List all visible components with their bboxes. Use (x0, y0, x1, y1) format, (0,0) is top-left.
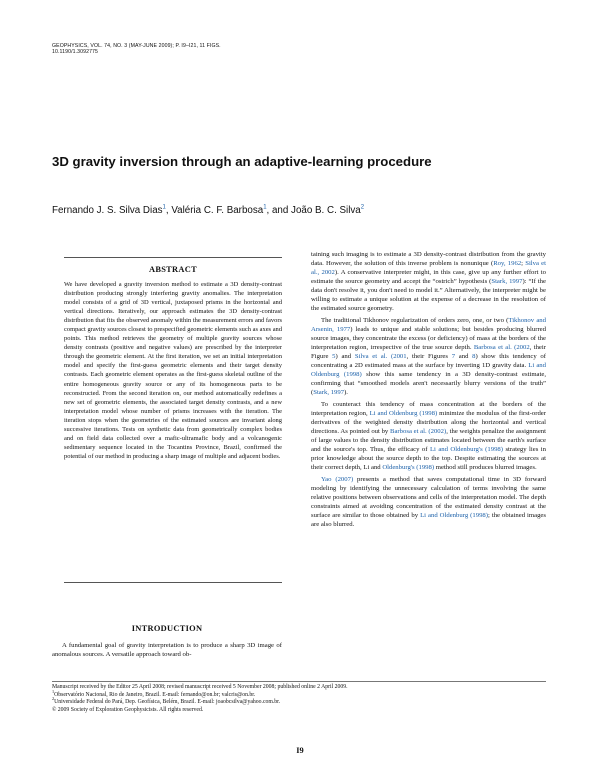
abstract-heading: ABSTRACT (148, 265, 197, 274)
text-run: ) show this tendency of concentrating a 2D estimated mass at the surface by inverting 1D gravity data. (311, 353, 546, 370)
affiliation-marker: 1 (52, 688, 55, 694)
citation-link[interactable]: Li and Oldenburg (1998) (420, 511, 488, 519)
text-run: ). A conservative interpreter might, in this case, give up any further effort to estimate the source geometry and accept the “ostrich” hypothesis ( (311, 269, 547, 286)
text-run: method still produces blurred images. (434, 464, 537, 472)
author-name: Fernando J. S. Silva Dias (52, 205, 163, 216)
citation-link[interactable]: Barbosa et al. (2002) (390, 427, 447, 435)
text-run: To counteract this tendency of mass concentration at the borders of the interpretation region, (311, 400, 546, 417)
text-run: minimize the modulus of the first-order derivatives of the weighted density distribution along the horizontal and vertical directions. As pointed out by (311, 409, 546, 435)
citation-link[interactable]: Yao (2007) (321, 475, 354, 483)
citation-link[interactable]: Roy, 1962 (493, 260, 522, 268)
text-run: presents a method that saves computational time in 3D forward modeling by identifying the unnecessary calculation of terms involving the same relative positions between observations and cells of the interpretation model. The depth constraints aimed at avoiding concentration of the estimated density contrast at the surface are similar to those obtained by (311, 475, 546, 519)
text-run: ): “If the data don't resolve it, you don't need to model it.” Alternatively, the interpreter might be willing to estimate a unique solution at the expense of a decrease in the resolution of the estimated source geometry. (311, 278, 546, 313)
figure-link[interactable]: 5 (332, 353, 336, 361)
text-run: The traditional Tikhonov regularization of orders zero, one, or two ( (321, 316, 509, 324)
affiliation-marker[interactable]: 1 (263, 204, 267, 211)
text-run: , the weights penalize the assignment of large values to the density distribution estimates located between the earth's surface and the source's top. Thus, the efficacy of (311, 427, 547, 453)
text-run: show this same tendency in a 3D density-contrast estimate, confirming that “smoothed models aren't necessarily blurry versions of the truth” ( (311, 371, 546, 397)
text-run: , their Figure (311, 343, 546, 361)
author-name: João B. C. Silva (291, 205, 361, 216)
footnote (52, 681, 546, 714)
citation-link[interactable]: Li and Oldenburg (1998) (369, 409, 438, 417)
copyright: © 2009 Society of Exploration Geophysicists. All rights reserved. (52, 706, 204, 713)
text-run: and (455, 353, 473, 361)
page-number: I9 (296, 746, 304, 755)
text-run: ) and (335, 353, 355, 361)
text-run: ; (521, 260, 526, 268)
abstract-text: We have developed a gravity inversion method to estimate a 3D density-contrast distribution producing strongly interfering gravity anomalies. The interpretation model consists of a grid of 3D vertical, juxtaposed prisms in the horizontal and vertical directions. Iteratively, our approach estimates the 3D density-contrast distribution that fits the observed anomaly within the measurement errors and favors compact gravity sources closest to prespecified geometric elements such as axes and points. This method retrieves the geometry of multiple gravity sources whose density contrasts (positive and negative values) are prescribed by the interpreter through the geometric element. At the first iteration, we set an initial interpretation model and specify the first-guess geometric elements and their target density contrasts. Each geometric element operates as the first-guess skeletal outline of the entire homogeneous gravity source or any of its homogeneous parts to be reconstructed. From the second iteration on, our method automatically redefines a new set of geometric elements, the associated target density contrasts, and a new interpretation model whose number of prisms increases with the iteration. The iteration stops when the geometries of the estimated sources are invariant along successive iterations. Tests on synthetic data from geometrically complex bodies and on field data collected over a mafic-ultramafic body and a volcanogenic sedimentary sequence located in the Tocantins Province, Brazil, confirmed the potential of our method in producing a sharp image of multiple and adjacent bodies. (64, 281, 282, 460)
affiliation-marker: 2 (52, 696, 55, 702)
introduction-text: A fundamental goal of gravity interpretation is to produce a sharp 3D image of anomalous sources. A versatile approach toward ob- (52, 642, 282, 659)
citation-link[interactable]: Li and Oldenburg (1998) (311, 362, 546, 379)
figure-link[interactable]: 7 (451, 353, 456, 361)
text-run: ) leads to unique and stable solutions; but besides producing blurred source images, they concentrate the excess (or deficiency) of mass at the borders of the interpretation region, irrespective of the true source depth. (311, 325, 546, 351)
figure-link[interactable]: 8 (472, 353, 476, 361)
paragraph (311, 475, 546, 529)
manuscript-history: Manuscript received by the Editor 25 April 2008; revised manuscript received 5 November 2008; published online 2 April 2009. (52, 684, 348, 690)
paragraph (311, 400, 546, 472)
affiliation-marker[interactable]: 2 (360, 204, 365, 211)
citation-link[interactable]: Tikhonov and Arsenin, 1977 (311, 316, 546, 333)
journal-citation: GEOPHYSICS, VOL. 74, NO. 3 (MAY-JUNE 2009); P. I9–I21, 11 FIGS. (52, 43, 221, 49)
citation-link[interactable]: Stark, 1997 (313, 389, 345, 397)
affiliation-2 (52, 696, 546, 707)
affiliation-marker[interactable]: 1 (162, 204, 166, 211)
citation-link[interactable]: Oldenburg's (1998) (382, 464, 435, 472)
citation-link[interactable]: Stark, 1997 (491, 278, 523, 286)
paragraph (311, 316, 546, 397)
text-run: taining such imaging is to estimate a 3D density-contrast distribution from the gravity data. However, the solution of this inverse problem is nonunique ( (311, 251, 546, 268)
text-run: , their Figures (406, 353, 452, 361)
author-separator: , and (266, 205, 292, 216)
text-run: strategy lies in prior knowledge about the source depth to the top. Despite estimating the sources at their correct depth, Li and (311, 445, 546, 472)
affiliation-text: Universidade Federal do Pará, Dep. Geofísica, Belém, Brazil. E-mail: joaobcsilva@yahoo.com.br. (54, 699, 281, 706)
affiliation-text: Observatório Nacional, Rio de Janeiro, Brazil. E-mail: fernando@on.br; valcris@on.br. (54, 691, 256, 698)
paragraph (311, 250, 546, 313)
citation-link[interactable]: Li and Oldenburg's (1998) (429, 445, 503, 453)
citation-link[interactable]: Silva et al. (2001 (354, 353, 407, 361)
author-list (52, 205, 572, 216)
author-separator: , (165, 205, 172, 216)
citation-link[interactable]: Silva et al., 2002 (311, 260, 547, 277)
text-run: ). (344, 389, 348, 397)
abstract-rule-top (64, 257, 282, 258)
citation-link[interactable]: Barbosa et al. (2002 (473, 343, 530, 351)
introduction-heading: INTRODUCTION (131, 624, 203, 633)
abstract-rule-bottom (64, 582, 282, 583)
text-run: ; the obtained images are also blurred. (311, 511, 546, 528)
author-name: Valéria C. F. Barbosa (171, 205, 264, 216)
journal-header (52, 43, 282, 56)
right-column (311, 250, 546, 531)
doi: 10.1190/1.3092775 (52, 49, 99, 56)
paper-title: 3D gravity inversion through an adaptive-learning procedure (52, 154, 432, 169)
